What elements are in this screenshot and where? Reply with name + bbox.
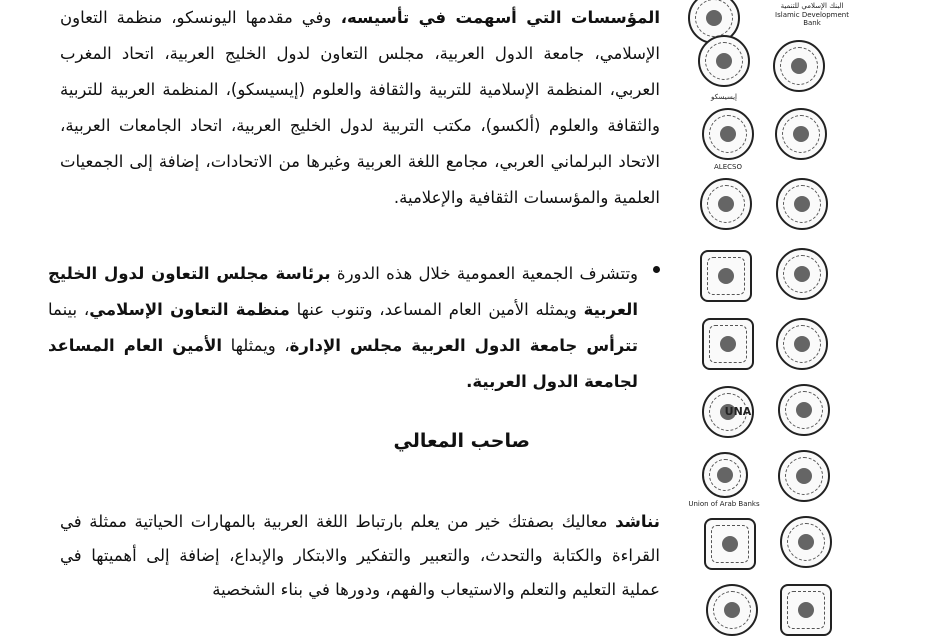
bullet-item-presidency xyxy=(48,256,660,400)
bullet-dot-icon xyxy=(653,266,660,273)
seal-logo-10 xyxy=(702,318,754,370)
logo-caption-uab: Union of Arab Banks xyxy=(688,500,760,508)
bullet-text-7: ، ويمثلها xyxy=(222,336,290,355)
seal-logo-15 xyxy=(778,450,830,502)
seal-logo-9 xyxy=(776,248,828,300)
seal-logo-17 xyxy=(780,516,832,568)
section-heading: صاحب المعالي xyxy=(393,430,530,452)
seal-logo-11 xyxy=(776,318,828,370)
paragraph-appeal xyxy=(60,505,660,607)
alecso-logo xyxy=(702,108,754,160)
seal-logo-7 xyxy=(776,178,828,230)
paragraph1-body: وفي مقدمها اليونسكو، منظمة التعاون الإسلامي، جامعة الدول العربية، مجلس التعاون لدول الخليج العربية، اتحاد المغرب العربي، المنظمة الإسلامية للتربية والثقافة والعلوم (إيسيسكو)، المنظمة العربية للتربية والثقافة والعلوم (ألكسو)، مكتب التربية لدول الخليج العربية، اتحاد الجامعات العربية، الاتحاد البرلماني العربي، مجامع اللغة العربية وغيرها من الاتحادات، إضافة إلى الجمعيات العلمية والمؤسسات الثقافية والإعلامية. xyxy=(60,8,660,207)
logo-caption-idb-arabic: البنك الإسلامي للتنمية xyxy=(780,2,844,10)
bullet-bold-oic: منظمة التعاون الإسلامي xyxy=(89,300,290,319)
paragraph3-body: معاليك بصفتك خير من يعلم بارتباط اللغة العربية بالمهارات الحياتية ممثلة في القراءة والكتابة والتحدث، والتعبير والتفكير والابتكار والإبداع، إضافة إلى أهميتها في عملية التعليم والتعلم والاستيعاب والفهم، ودورها في بناء الشخصية xyxy=(60,512,660,599)
logo-caption-una: UNA xyxy=(724,405,752,418)
bullet-body xyxy=(48,256,638,400)
arab-league-logo xyxy=(775,108,827,160)
seal-logo-8 xyxy=(700,250,752,302)
logo-caption-isesco: إيسيسكو xyxy=(711,93,737,101)
bullet-text-9: . xyxy=(466,372,473,391)
bullet-text-1: وتتشرف الجمعية العمومية خلال هذه الدورة xyxy=(330,264,638,283)
union-of-arab-banks-logo xyxy=(702,452,748,498)
gcc-logo xyxy=(773,40,825,92)
bullet-bold-arab-league: تترأس جامعة الدول العربية مجلس الإدارة xyxy=(289,336,638,355)
member-organization-logos xyxy=(680,0,930,620)
bullet-text-5: ، بينما xyxy=(48,300,90,319)
seal-logo-13 xyxy=(778,384,830,436)
bullet-bold-assistant-sg: الأمين العام المساعد لجامعة الدول العربية xyxy=(48,336,638,391)
oic-logo xyxy=(698,35,750,87)
paragraph1-bold-lead: المؤسسات التي أسهمت في تأسيسه، xyxy=(331,8,660,27)
seal-logo-18 xyxy=(706,584,758,636)
bullet-text-3: ويمثله الأمين العام المساعد، وتنوب عنها xyxy=(289,300,584,319)
paragraph-founding-institutions xyxy=(60,0,660,216)
logo-caption-alecso: ALECSO xyxy=(714,163,742,171)
seal-logo-19 xyxy=(780,584,832,636)
logo-caption-idb: Islamic Development Bank xyxy=(775,11,849,27)
seal-logo-6 xyxy=(700,178,752,230)
paragraph3-bold-lead: نناشد xyxy=(615,512,660,531)
bullet-bold-gcc: برئاسة مجلس التعاون لدول الخليج العربية xyxy=(48,264,638,319)
seal-logo-16 xyxy=(704,518,756,570)
